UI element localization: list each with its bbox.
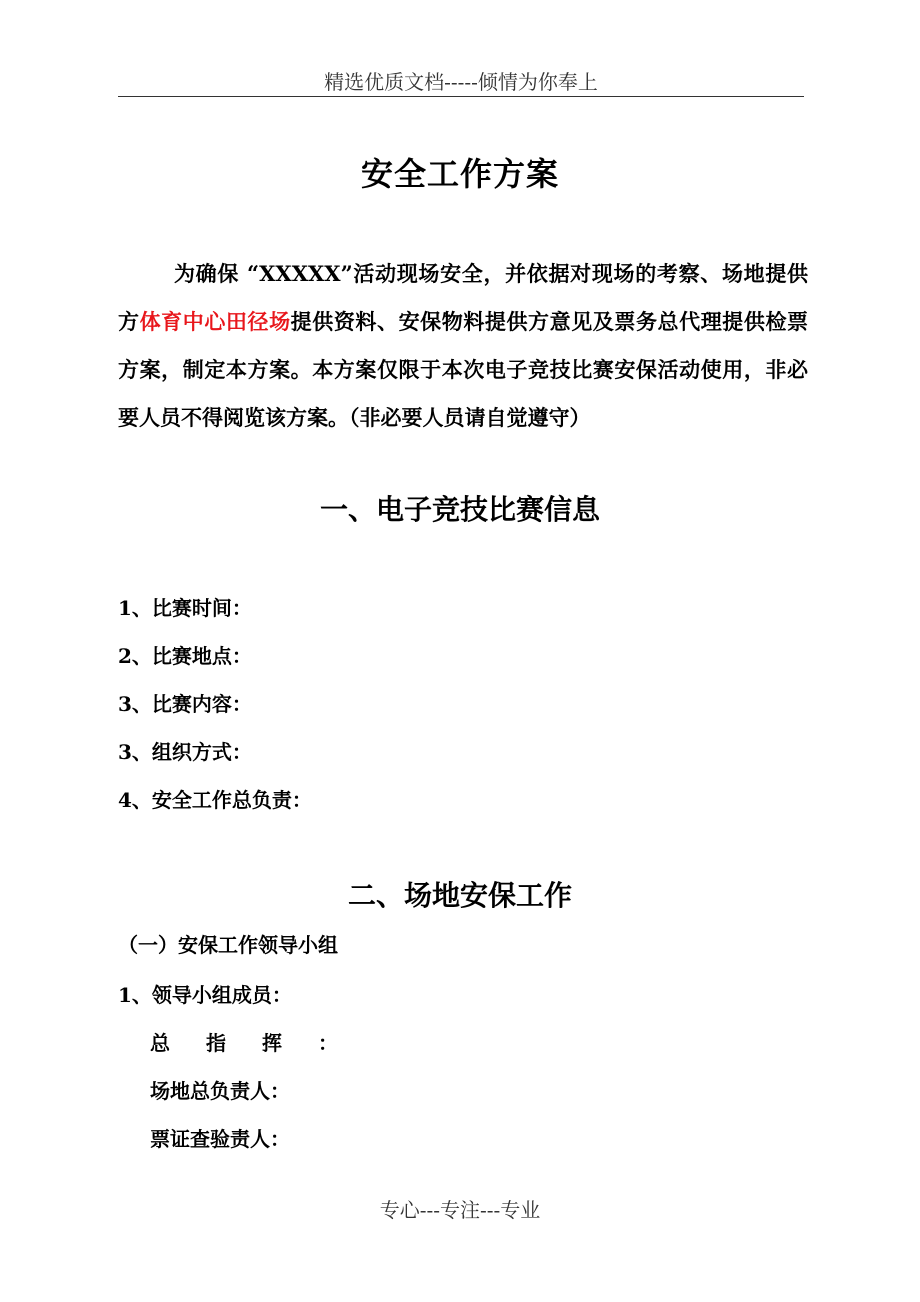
intro-paragraph: [118, 250, 808, 442]
section-title-venue-security: 二、场地安保工作: [347, 879, 572, 912]
list-item: 1、比赛时间：: [118, 596, 252, 620]
venue-highlight: 体育中心田径场: [139, 309, 291, 334]
intro-text: [118, 250, 808, 442]
page-footer: 专心---专注---专业: [379, 1198, 541, 1222]
member-line-commander: 总指挥：: [150, 1031, 374, 1055]
member-line-venue-lead: 场地总负责人：: [150, 1079, 290, 1103]
member-line-ticket-lead: 票证查验责人：: [150, 1127, 290, 1151]
section-title-competition-info: 一、电子竞技比赛信息: [319, 493, 600, 526]
intro-text-part1: 为确保 “XXXXX”活动现场安全，并依据对现场的考察、场地提供方: [118, 261, 808, 334]
page-header: 精选优质文档-----倾情为你奉上: [118, 68, 804, 97]
subsection-heading: （一）安保工作领导小组: [118, 933, 338, 957]
document-title: 安全工作方案: [360, 155, 559, 193]
list-item: 4、安全工作总负责：: [118, 788, 312, 812]
intro-text-part2: 提供资料、安保物料提供方意见及票务总代理提供检票方案，制定本方案。本方案仅限于本次电子竞技比赛安保活动使用，非必要人员不得阅览该方案。（非必要人员请自觉遵守）: [118, 309, 809, 430]
members-heading: 1、领导小组成员：: [118, 983, 292, 1007]
list-item: 3、比赛内容：: [118, 692, 252, 716]
list-item: 3、组织方式：: [118, 740, 252, 764]
competition-info-list: [118, 584, 808, 824]
list-item: 2、比赛地点：: [118, 644, 252, 668]
